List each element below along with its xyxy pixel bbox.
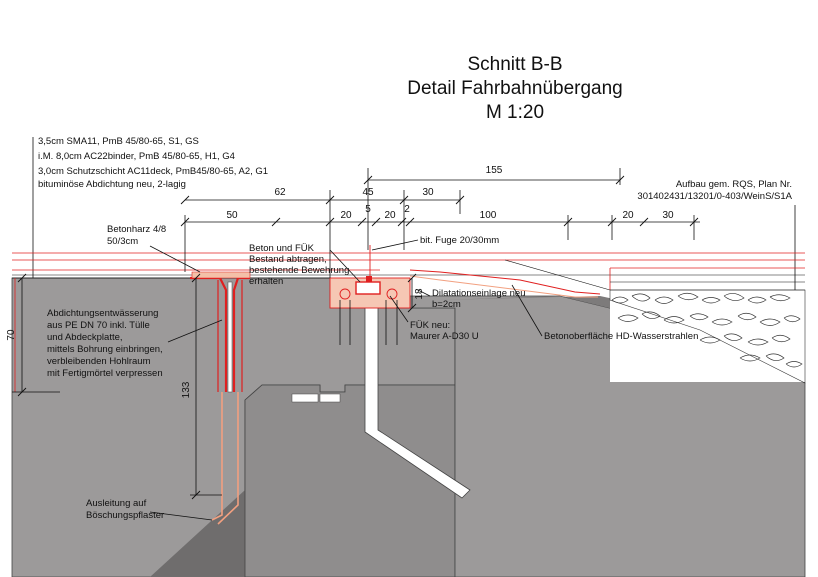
dim-62: 62: [274, 187, 286, 198]
aufbau-reference: Aufbau gem. RQS, Plan Nr.: [675, 179, 792, 190]
dim-20: 20: [340, 210, 352, 221]
layer-line: bituminöse Abdichtung neu, 2-lagig: [38, 179, 186, 190]
label-entwaesserung: mittels Bohrung einbringen,: [47, 344, 163, 355]
label-boeschungspflaster: Böschungspflaster: [86, 510, 165, 521]
label-dilatation-width: b=2cm: [432, 299, 461, 310]
label-fuge: bit. Fuge 20/30mm: [420, 235, 500, 246]
label-oberflaeche: Betonoberfläche HD-Wasserstrahlen: [544, 331, 699, 342]
label-betonharz: Betonharz 4/8: [107, 224, 167, 235]
label-entwaesserung: aus PE DN 70 inkl. Tülle: [47, 320, 150, 331]
dim-133: 133: [181, 381, 192, 399]
dim-155: 155: [485, 165, 503, 176]
abutment-wall: [245, 385, 455, 577]
label-fuek-new: FÜK neu:: [410, 320, 451, 331]
title-section: Schnitt B-B: [467, 54, 563, 75]
label-dilatation: Dilatationseinlage neu: [432, 288, 526, 299]
label-entwaesserung: mit Fertigmörtel verpressen: [47, 368, 163, 379]
dim-20: 20: [622, 210, 634, 221]
dim-5: 5: [365, 204, 371, 215]
title-scale: M 1:20: [485, 102, 545, 123]
label-entwaesserung: verbleibenden Hohlraum: [47, 356, 151, 367]
dim-70: 70: [6, 329, 17, 341]
dim-30: 30: [422, 187, 434, 198]
layer-line: i.M. 8,0cm AC22binder, PmB 45/80-65, H1, G4: [38, 151, 235, 162]
dim-30: 30: [662, 210, 674, 221]
label-entwaesserung: Abdichtungsentwässerung: [47, 308, 159, 319]
dim-18: 18: [414, 288, 425, 300]
dim-50: 50: [226, 210, 238, 221]
label-beton-fuek: Beton und FÜK: [249, 243, 314, 254]
label-erhalten: erhalten: [249, 276, 284, 287]
label-entwaesserung: und Abdeckplatte,: [47, 332, 123, 343]
dim-100: 100: [479, 210, 497, 221]
opening: [320, 394, 340, 402]
layer-line: 3,5cm SMA11, PmB 45/80-65, S1, GS: [38, 136, 199, 147]
layer-description: [38, 136, 268, 190]
layer-line: 3,0cm Schutzschicht AC11deck, PmB45/80-65, A2, G1: [38, 166, 269, 177]
dim-45: 45: [362, 187, 374, 198]
title-detail: Detail Fahrbahnübergang: [407, 78, 623, 99]
label-fuek-type: Maurer A-D30 U: [410, 331, 479, 342]
label-ausleitung: Ausleitung auf: [86, 498, 147, 509]
label-betonharz-size: 50/3cm: [107, 236, 139, 247]
aufbau-plan-number: 301402431/13201/0-403/WeinS/S1A: [637, 191, 792, 202]
dim-2: 2: [404, 204, 410, 215]
dim-20: 20: [384, 210, 396, 221]
label-bewehrung: bestehende Bewehrung: [249, 265, 350, 276]
label-bestand: Bestand abtragen,: [249, 254, 327, 265]
opening: [292, 394, 318, 402]
